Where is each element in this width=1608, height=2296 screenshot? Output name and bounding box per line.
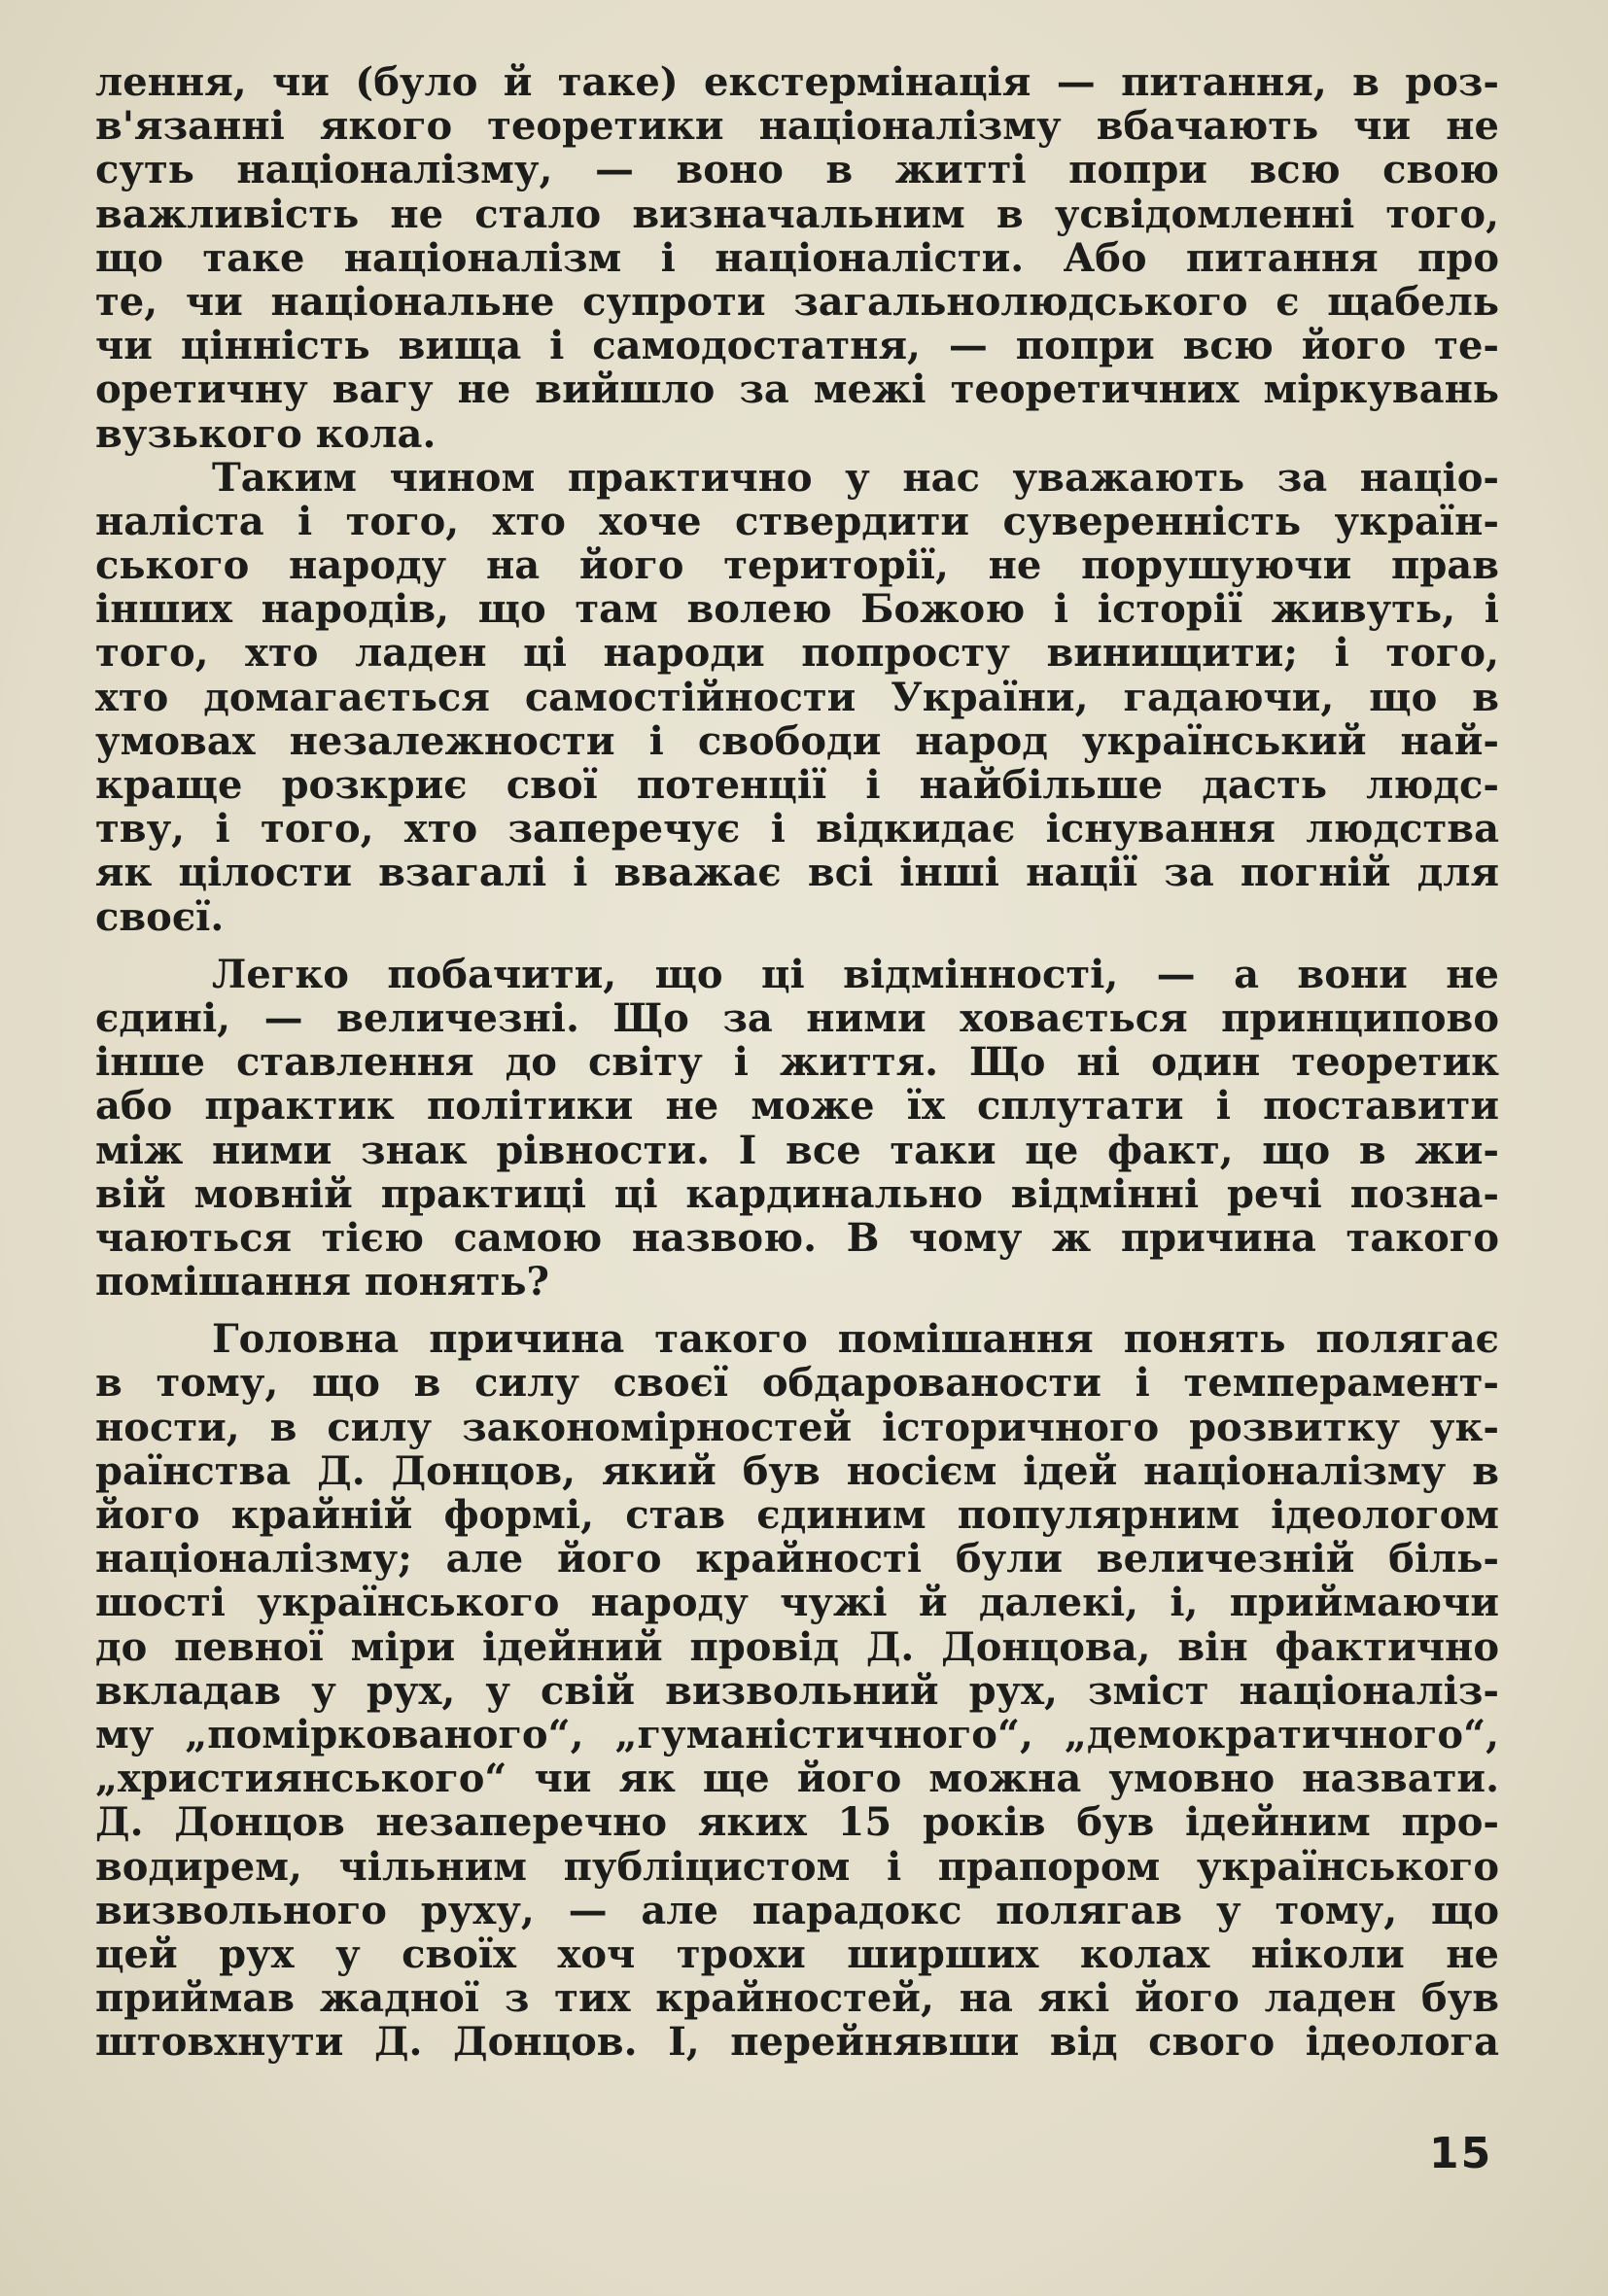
text-line: того, хто ладен ці народи попросту винищити; і того, xyxy=(95,631,1499,676)
text-line: Головна причина такого помішання понять полягає xyxy=(212,1317,1499,1362)
paragraph xyxy=(95,60,1499,456)
text-line: приймав жадної з тих крайностей, на які його ладен був xyxy=(95,1976,1499,2021)
text-line: в тому, що в силу своєї обдарованости і темперамент- xyxy=(95,1361,1499,1406)
text-line: вузького кола. xyxy=(95,411,437,456)
text-line: лення, чи (було й таке) екстермінація — питання, в роз- xyxy=(95,60,1499,105)
paragraph xyxy=(95,456,1499,939)
text-line: помішання понять? xyxy=(95,1260,549,1305)
text-line: му „поміркованого“, „гуманістичного“, „демократичного“, xyxy=(95,1712,1499,1757)
text-line: націоналізму; але його крайності були величезній біль- xyxy=(95,1537,1499,1582)
text-line: чаються тією самою назвою. В чому ж причина такого xyxy=(95,1215,1499,1261)
text-line: хто домагається самостійности України, гадаючи, що в xyxy=(95,675,1499,719)
page-number: 15 xyxy=(1429,2129,1493,2178)
text-line: шості українського народу чужі й далекі, і, приймаючи xyxy=(95,1581,1499,1625)
text-line: інше ставлення до світу і життя. Що ні один теоретик xyxy=(95,1040,1499,1085)
text-line: „християнського“ чи як ще його можна умовно назвати. xyxy=(95,1757,1499,1801)
text-line: цей рух у своїх хоч трохи ширших колах ніколи не xyxy=(95,1931,1499,1977)
text-line: ського народу на його території, не порушуючи прав xyxy=(95,543,1499,588)
text-line: Легко побачити, що ці відмінності, — а вони не xyxy=(212,952,1499,996)
paragraph xyxy=(95,1317,1499,2064)
text-line: раїнства Д. Донцов, який був носієм ідей націоналізму в xyxy=(95,1448,1499,1493)
text-line: що таке націоналізм і націоналісти. Або питання про xyxy=(95,235,1499,280)
text-line: ности, в силу закономірностей історичного розвитку ук- xyxy=(95,1405,1499,1449)
paragraph-gap xyxy=(95,1304,1499,1317)
text-line: визвольного руху, — але парадокс полягав у тому, що xyxy=(95,1888,1499,1932)
text-line: оретичну вагу не вийшло за межі теоретичних міркувань xyxy=(95,367,1499,412)
text-line: до певної міри ідейний провід Д. Донцова, він фактично xyxy=(95,1624,1499,1669)
text-line: штовхнути Д. Донцов. І, перейнявши від свого ідеолога xyxy=(95,2020,1499,2065)
text-line: наліста і того, хто хоче ствердити суверенність україн- xyxy=(95,499,1499,544)
text-line: між ними знак рівности. І все таки це факт, що в жи- xyxy=(95,1128,1499,1172)
body-text xyxy=(95,60,1499,2064)
text-line: тву, і того, хто заперечує і відкидає існування людства xyxy=(95,807,1499,852)
text-line: вій мовній практиці ці кардинально відмінні речі позна- xyxy=(95,1171,1499,1216)
text-line: важливість не стало визначальним в усвідомленні того, xyxy=(95,191,1499,236)
text-line: або практик політики не може їх сплутати і поставити xyxy=(95,1084,1499,1129)
text-line: краще розкриє свої потенції і найбільше дасть людс- xyxy=(95,763,1499,808)
paragraph xyxy=(95,953,1499,1305)
text-line: вкладав у рух, у свій визвольний рух, зміст націоналіз- xyxy=(95,1668,1499,1713)
paragraph-gap xyxy=(95,939,1499,953)
text-line: Таким чином практично у нас уважають за націо- xyxy=(212,455,1499,500)
text-line: єдині, — величезні. Що за ними ховається принципово xyxy=(95,995,1499,1041)
text-line: в'язанні якого теоретики націоналізму вбачають чи не xyxy=(95,104,1499,149)
text-line: чи цінність вища і самодостатня, — попри всю його те- xyxy=(95,324,1499,368)
text-line: суть націоналізму, — воно в житті попри всю свою xyxy=(95,148,1499,192)
text-line: його крайній формі, став єдиним популярним ідеологом xyxy=(95,1493,1499,1538)
text-line: Д. Донцов незаперечно яких 15 років був ідейним про- xyxy=(95,1800,1499,1845)
text-line: як цілости взагалі і вважає всі інші нації за погній для xyxy=(95,851,1499,895)
text-line: те, чи національне супроти загальнолюдського є щабель xyxy=(95,279,1499,325)
text-line: своєї. xyxy=(95,894,225,939)
text-line: водирем, чільним публіцистом і прапором українського xyxy=(95,1844,1499,1889)
text-line: інших народів, що там волею Божою і історії живуть, і xyxy=(95,587,1499,632)
text-line: умовах незалежности і свободи народ український най- xyxy=(95,718,1499,763)
